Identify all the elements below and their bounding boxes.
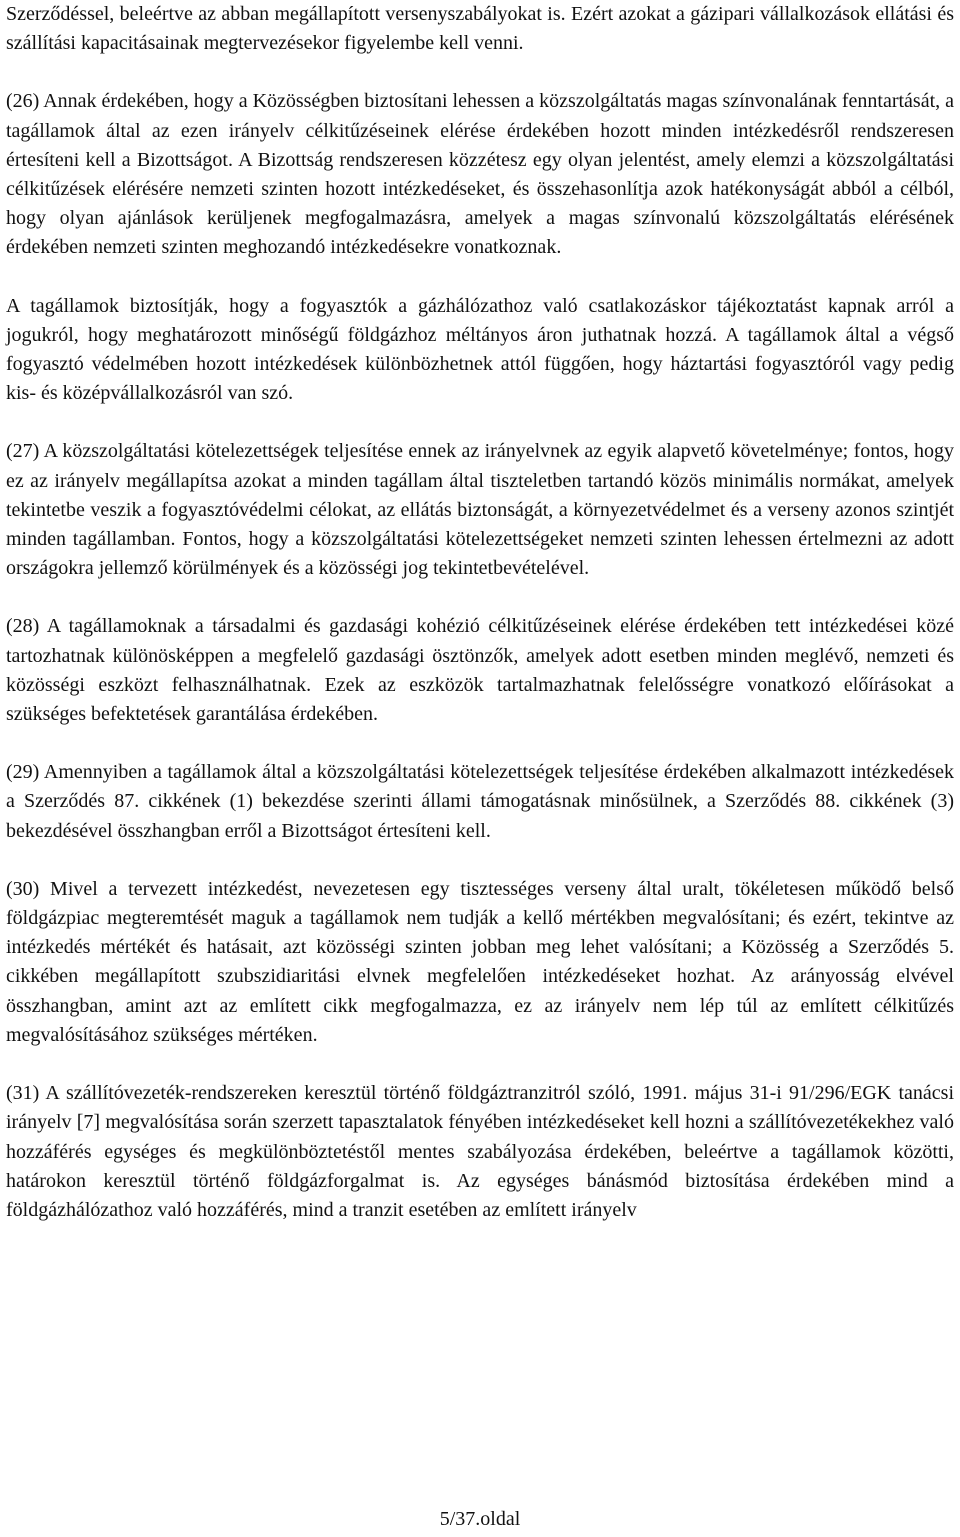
paragraph-30: (30) Mivel a tervezett intézkedést, nevezetesen egy tisztességes verseny által uralt, tökéletesen működő belső földgázpiac megteremtését maguk a tagállamok nem tudják a kellő mértékben megvalósítani; és ezért, tekintve az intézkedés mértékét és hatásait, azt közösségi szinten jobban meg lehet valósítani; a Közösség a Szerződés 5. cikkében megállapított szubszidiaritási elvnek megfelelően intézkedéseket hozhat. Az arányosság elvével összhangban, amint azt az említett cikk megfogalmazza, ez az irányelv nem lép túl az említett célkitűzés megvalósításához szükséges mértéken. <box>6 877 954 1046</box>
paragraph-26: (26) Annak érdekében, hogy a Közösségben biztosítani lehessen a közszolgáltatás magas színvonalának fenntartását, a tagállamok által az ezen irányelv célkitűzéseinek elérése érdekében hozott minden intézkedésről rendszeresen értesíteni kell a Bizottságot. A Bizottság rendszeresen közzétesz egy olyan jelentést, amely elemzi a közszolgáltatási célkitűzések elérésére nemzeti szinten hozott intézkedéseket, és összehasonlítja azok hatékonyságát abból a célból, hogy olyan ajánlások kerüljenek megfogalmazásra, amelyek a magas színvonalú közszolgáltatás elérésének érdekében nemzeti szinten meghozandó intézkedésekre vonatkoznak. <box>6 90 955 259</box>
paragraph-27: (27) A közszolgáltatási kötelezettségek teljesítése ennek az irányelvnek az egyik alapvető követelménye; fontos, hogy ez az irányelv megállapítsa azokat a minden tagállam által tiszteletben tartandó közös minimális normákat, amelyek tekintetbe veszik a fogyasztóvédelmi célokat, az ellátás biztonságát, a környezetvédelmet és a verseny azonos szintjét minden tagállamban. Fontos, hogy a közszolgáltatási kötelezettségeket nemzeti szinten lehessen értelmezni az adott országokra jellemző körülmények és a közösségi jog tekintetbevételével. <box>6 440 954 580</box>
paragraph-consumer-information: A tagállamok biztosítják, hogy a fogyasztók a gázhálózathoz való csatlakozáskor tájékoztatást kapnak arról a jogukról, hogy meghatározott minőségű földgázhoz méltányos áron juthatnak hozzá. A tagállamok által a végső fogyasztó védelmében hozott intézkedések különbözhetnek attól függően, hogy háztartási fogyasztóról vagy pedig kis- és középvállalkozásról van szó. <box>6 294 954 405</box>
paragraph-29: (29) Amennyiben a tagállamok által a közszolgáltatási kötelezettségek teljesítése érdekében alkalmazott intézkedések a Szerződés 87. cikkének (1) bekezdése szerinti állami támogatásnak minősülnek, a Szerződés 88. cikkének (3) bekezdésével összhangban erről a Bizottságot értesíteni kell. <box>6 761 954 842</box>
page-number-footer: 5/37.oldal <box>439 1508 521 1530</box>
paragraph-28: (28) A tagállamoknak a társadalmi és gazdasági kohézió célkitűzéseinek elérése érdekében tett intézkedései közé tartozhatnak különösképpen a megfelelő gazdasági ösztönzők, amelyek adott esetben minden meglévő, nemzeti és közösségi eszközt felhasználhatnak. Ezek az eszközök tartalmazhatnak felelősségre vonatkozó előírásokat a szükséges befektetések garantálása érdekében. <box>6 615 954 726</box>
paragraph-continuation: Szerződéssel, beleértve az abban megállapított versenyszabályokat is. Ezért azokat a gázipari vállalkozások ellátási és szállítási kapacitásainak megtervezésekor figyelembe kell venni. <box>6 3 954 55</box>
paragraph-31: (31) A szállítóvezeték-rendszereken keresztül történő földgáztranzitról szóló, 1991. május 31-i 91/296/EGK tanácsi irányelv [7] megvalósítása során szerzett tapasztalatok fényében intézkedéseket kell hozni a szállítóvezetékekhez való hozzáférés egységes és megkülönböztetéstől mentes szabályozása érdekében, beleértve a tagállamok közötti, határokon keresztül történő földgázforgalmat is. Az egységes bánásmód biztosítása érdekében mind a földgázhálózathoz való hozzáférés, mind a tranzit esetében az említett irányelv <box>6 1082 954 1221</box>
document-page <box>6 0 954 1537</box>
